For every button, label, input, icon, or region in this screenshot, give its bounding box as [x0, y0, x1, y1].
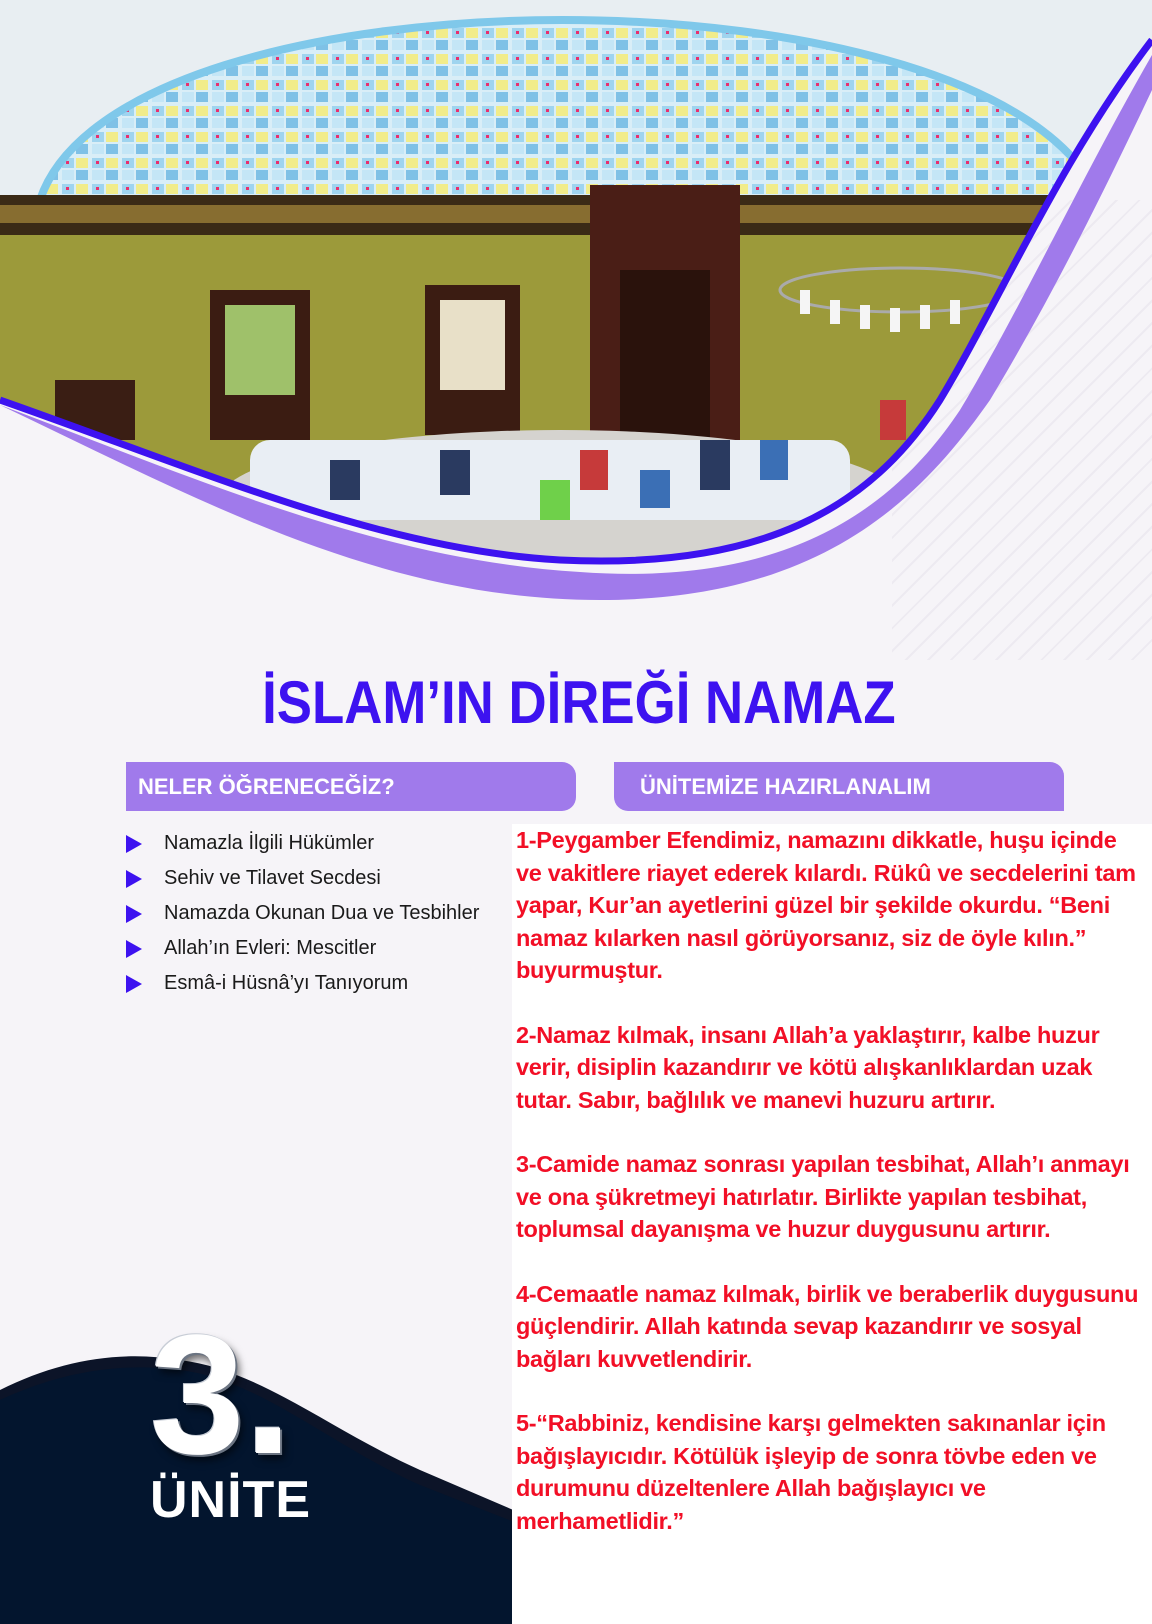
triangle-right-icon: [126, 870, 142, 888]
prep-paragraph: 5-“Rabbiniz, kendisine karşı gelmekten sakınanlar için bağışlayıcıdır. Kötülük işleyip de sonra tövbe eden ve durumunu düzeltenlere Allah bağışlayıcı ve merhametlidir.”: [516, 1410, 1106, 1534]
triangle-right-icon: [126, 835, 142, 853]
prep-paragraph: 1-Peygamber Efendimiz, namazını dikkatle, huşu içinde ve vakitlere riayet ederek kılardı. Rükû ve secdelerini tam yapar, Kur’an ayetlerini güzel bir şekilde okurdu. “Beni namaz kılarken nasıl görüyorsanız, siz de öyle kılın.” buyurmuştur.: [516, 827, 1136, 983]
triangle-right-icon: [126, 905, 142, 923]
prep-paragraph: 2-Namaz kılmak, insanı Allah’a yaklaştırır, kalbe huzur verir, disiplin kazandırır ve kötü alışkanlıklardan uzak tutar. Sabır, bağlılık ve manevi huzuru artırır.: [516, 1021, 1100, 1113]
list-item: [126, 826, 479, 861]
hero-image: [0, 0, 1152, 620]
prepare-unit-content: [512, 824, 1152, 1624]
section-header-what-we-learn: [126, 762, 576, 811]
section-header-label: ÜNİTEMİZE HAZIRLANALIM: [640, 773, 931, 799]
list-item: [126, 861, 479, 896]
list-item-label: Namazda Okunan Dua ve Tesbihler: [164, 902, 480, 924]
list-item-label: Sehiv ve Tilavet Secdesi: [164, 867, 381, 889]
unit-label: ÜNİTE: [150, 1471, 311, 1529]
list-item: [126, 896, 479, 931]
triangle-right-icon: [126, 975, 142, 993]
section-header-prepare-unit: [614, 762, 1064, 811]
list-item-label: Namazla İlgili Hükümler: [164, 832, 375, 854]
prep-paragraph: 3-Camide namaz sonrası yapılan tesbihat, Allah’ı anmayı ve ona şükretmeyi hatırlatır. Birlikte yapılan tesbihat, toplumsal dayanışma ve huzur duygusunu artırır.: [516, 1151, 1130, 1242]
section-header-label: NELER ÖĞRENECEĞİZ?: [138, 773, 395, 799]
list-item: [126, 931, 479, 966]
page-title: İSLAM’IN DİREĞİ NAMAZ: [262, 669, 896, 736]
triangle-right-icon: [126, 940, 142, 958]
list-item: [126, 966, 479, 1001]
unit-number: 3.: [150, 1300, 292, 1490]
prep-paragraph: 4-Cemaatle namaz kılmak, birlik ve beraberlik duygusunu güçlendirir. Allah katında sevap kazandırır ve sosyal bağları kuvvetlendirir.: [516, 1280, 1139, 1372]
list-item-label: Esmâ-i Hüsnâ’yı Tanıyorum: [164, 972, 409, 994]
list-item-label: Allah’ın Evleri: Mescitler: [164, 937, 377, 959]
mosque-photo-illustration: [0, 0, 1152, 620]
learning-topics-list: [126, 826, 479, 1001]
